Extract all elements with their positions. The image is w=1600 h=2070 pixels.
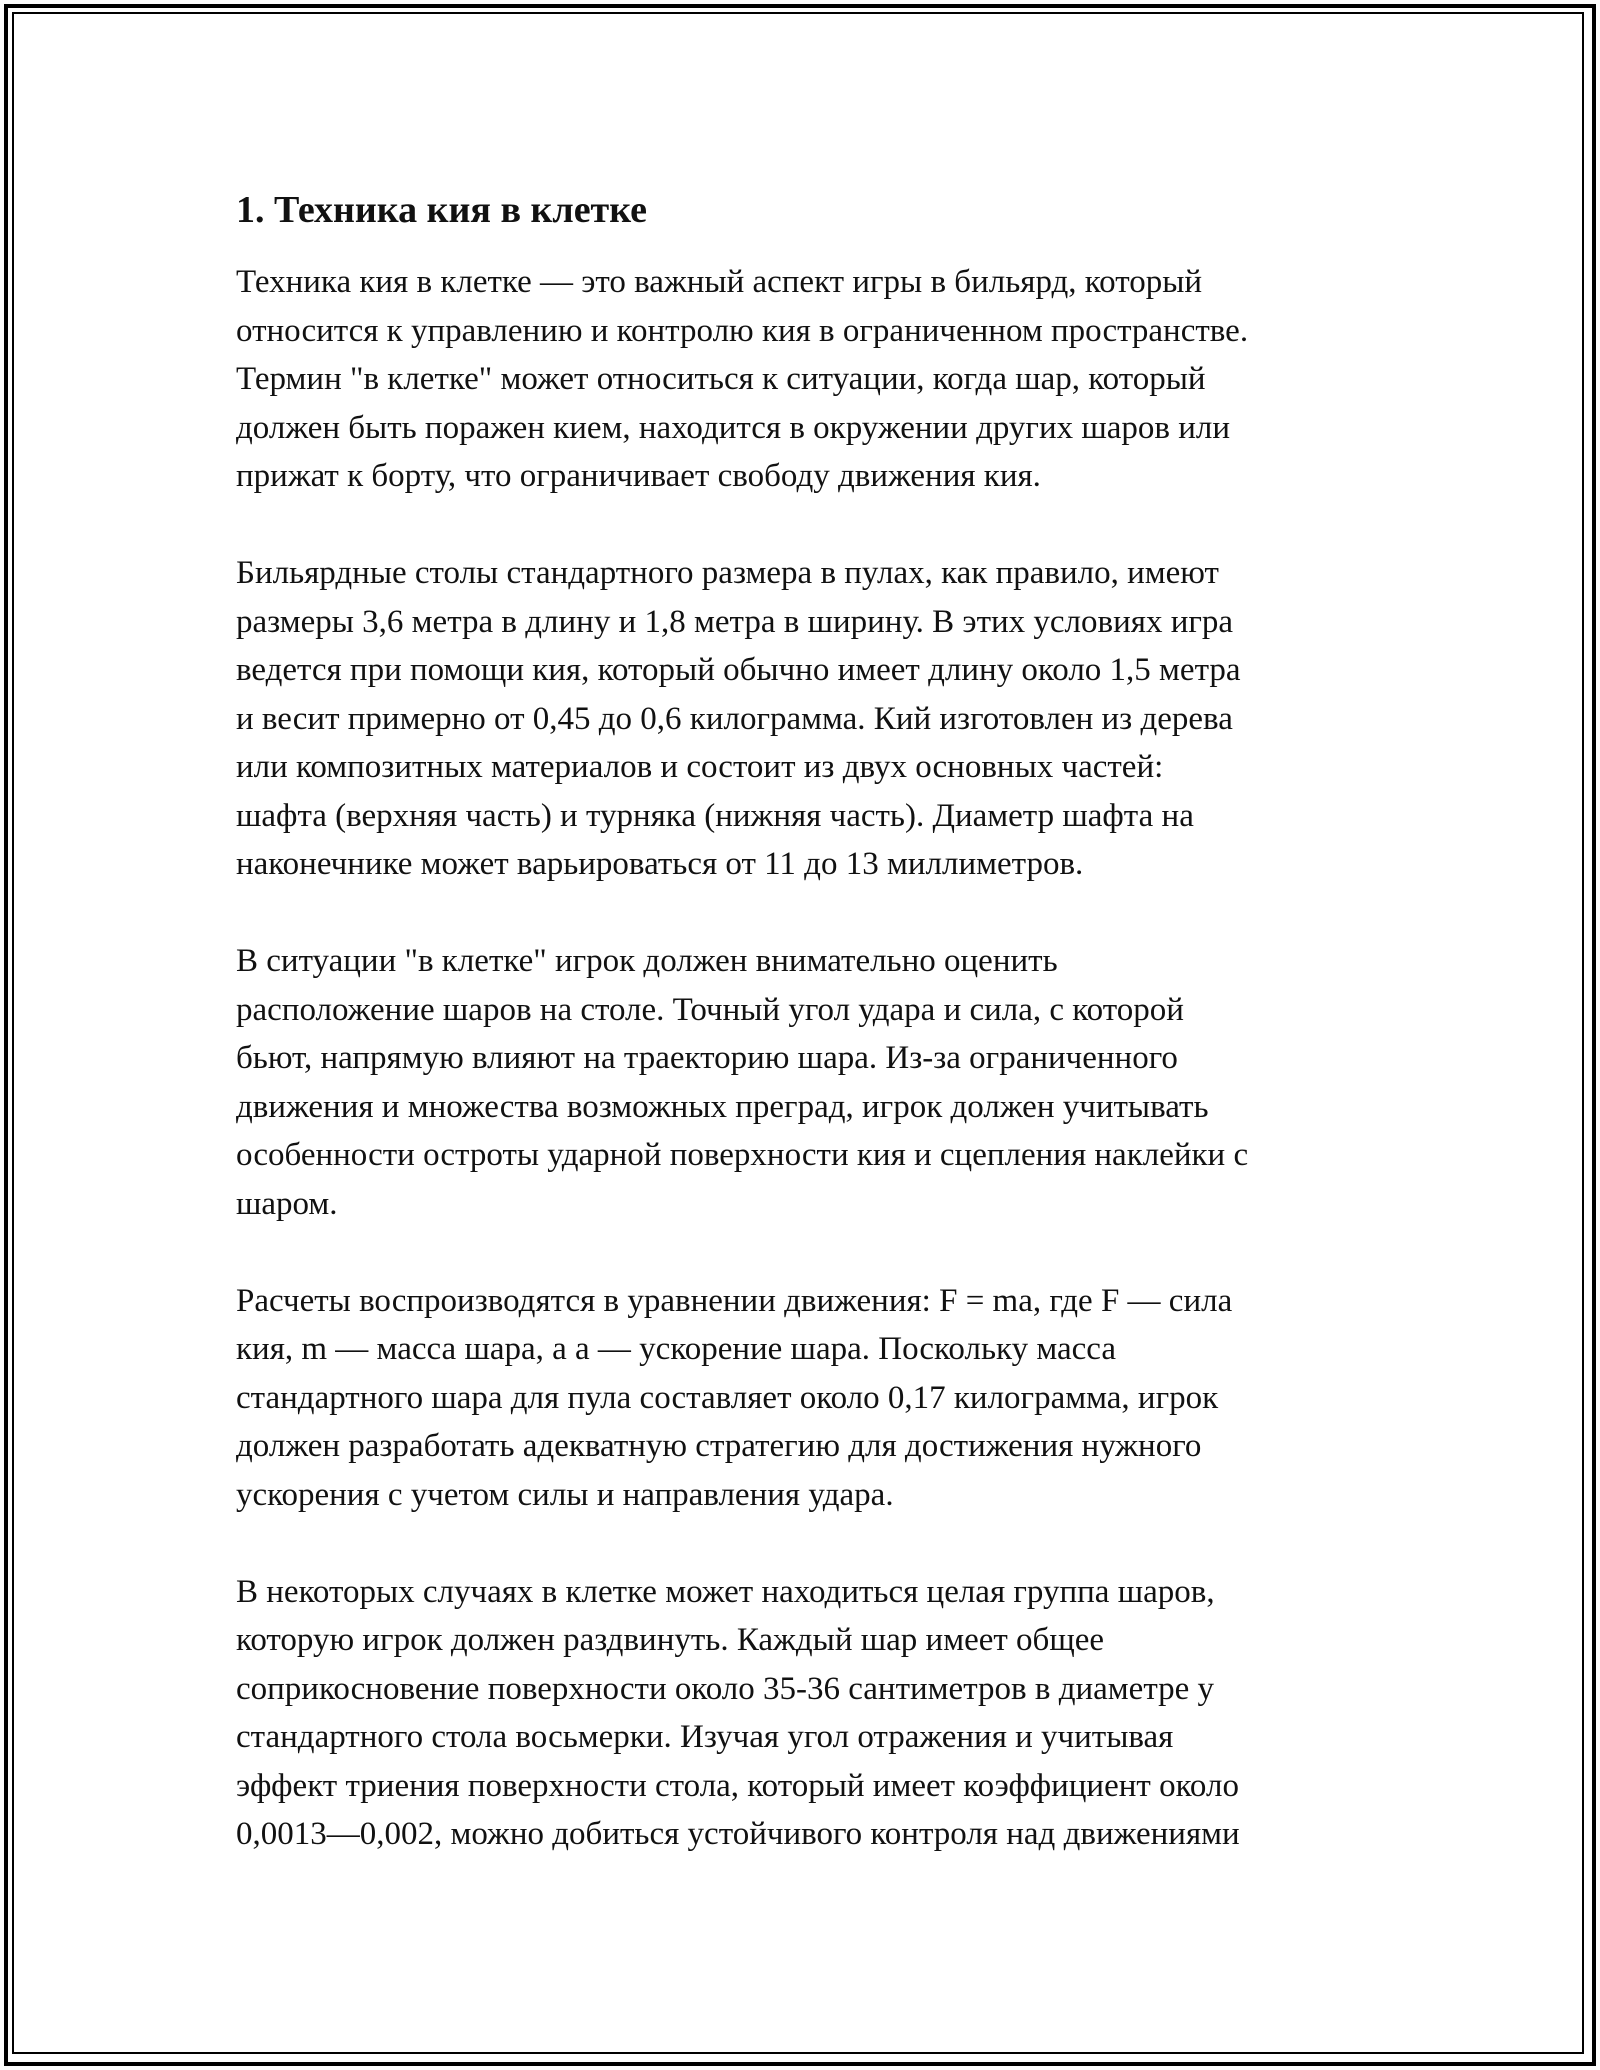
- text-line: шаром.: [236, 1185, 338, 1222]
- paragraph: [236, 549, 1376, 889]
- text-line: Техника кия в клетке — это важный аспект игры в бильярд, который: [236, 264, 1203, 300]
- text-line: должен быть поражен кием, находится в окружении других шаров или: [236, 409, 1231, 446]
- text-line: особенности остроты ударной поверхности кия и сцепления наклейки с: [236, 1137, 1249, 1173]
- text-line: или композитных материалов и состоит из двух основных частей:: [236, 749, 1164, 785]
- section-title: 1. Техника кия в клетке: [236, 189, 648, 231]
- text-line: должен разработать адекватную стратегию для достижения нужного: [236, 1428, 1202, 1464]
- text-line: В ситуации "в клетке" игрок должен внимательно оценить: [236, 943, 1058, 979]
- paragraph: [236, 258, 1376, 501]
- paragraph-list: [236, 258, 1376, 1859]
- text-line: бьют, напрямую влияют на траекторию шара. Из-за ограниченного: [236, 1040, 1178, 1076]
- text-line: В некоторых случаях в клетке может находиться целая группа шаров,: [236, 1573, 1215, 1610]
- text-line: размеры 3,6 метра в длину и 1,8 метра в ширину. В этих условиях игра: [236, 603, 1234, 640]
- text-line: 0,0013—0,002, можно добиться устойчивого контроля над движениями: [236, 1816, 1240, 1852]
- text-line: стандартного шара для пула составляет около 0,17 килограмма, игрок: [236, 1379, 1219, 1416]
- text-line: которую игрок должен раздвинуть. Каждый шар имеет общее: [236, 1622, 1105, 1658]
- text-line: ускорения с учетом силы и направления удара.: [236, 1476, 894, 1513]
- text-line: и весит примерно от 0,45 до 0,6 килограмма. Кий изготовлен из дерева: [236, 700, 1233, 737]
- text-line: Бильярдные столы стандартного размера в пулах, как правило, имеют: [236, 555, 1219, 591]
- text-line: кия, m — масса шара, а a — ускорение шара. Поскольку масса: [236, 1331, 1116, 1367]
- text-line: расположение шаров на столе. Точный угол удара и сила, с которой: [236, 991, 1184, 1028]
- text-line: движения и множества возможных преград, игрок должен учитывать: [236, 1088, 1209, 1125]
- text-line: шафта (верхняя часть) и турняка (нижняя часть). Диаметр шафта на: [236, 797, 1194, 834]
- text-line: соприкосновение поверхности около 35-36 сантиметров в диаметре у: [236, 1670, 1215, 1707]
- paragraph: [236, 1277, 1376, 1520]
- text-line: стандартного стола восьмерки. Изучая угол отражения и учитывая: [236, 1719, 1174, 1755]
- text-line: наконечнике может варьироваться от 11 до 13 миллиметров.: [236, 846, 1084, 882]
- text-line: относится к управлению и контролю кия в ограниченном пространстве.: [236, 312, 1249, 349]
- text-line: ведется при помощи кия, который обычно имеет длину около 1,5 метра: [236, 652, 1241, 688]
- paragraph: [236, 1568, 1376, 1859]
- text-line: Расчеты воспроизводятся в уравнении движения: F = ma, где F — сила: [236, 1282, 1233, 1319]
- text-line: прижат к борту, что ограничивает свободу движения кия.: [236, 458, 1041, 494]
- paragraph: [236, 937, 1376, 1228]
- document-body: [236, 186, 1376, 1859]
- text-line: эффект триения поверхности стола, который имеет коэффициент около: [236, 1767, 1239, 1804]
- text-line: Термин "в клетке" может относиться к ситуации, когда шар, который: [236, 361, 1206, 397]
